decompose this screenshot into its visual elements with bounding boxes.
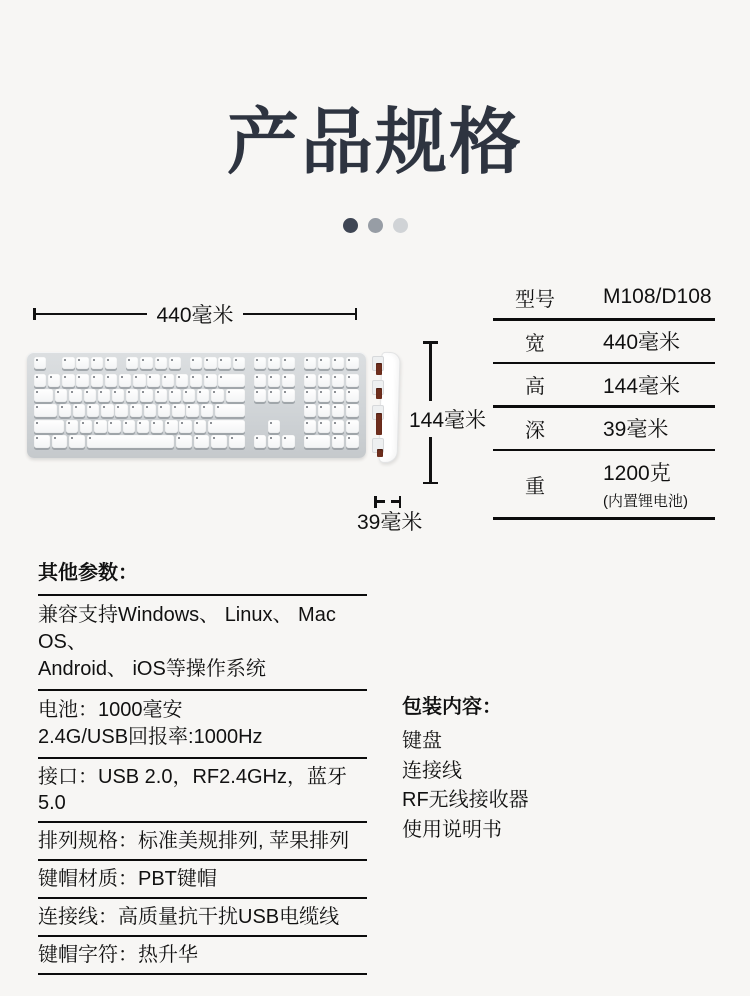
- keyboard-key: [318, 357, 330, 369]
- keyboard-key: [318, 420, 330, 433]
- spec-row-depth: [493, 408, 715, 449]
- keyboard-key: [346, 435, 358, 448]
- param-row-cable: [38, 899, 367, 937]
- keyboard-key: [229, 435, 245, 448]
- keyboard-key: [346, 374, 358, 387]
- keyboard-key: [151, 420, 163, 433]
- keyboard-key: [158, 404, 170, 417]
- keyboard-key: [62, 357, 74, 369]
- keyboard-key: [346, 389, 358, 402]
- keyboard-key: [346, 357, 358, 369]
- keyboard-key: [346, 420, 358, 433]
- keyboard-key: [176, 435, 192, 448]
- keyboard-key: [268, 357, 280, 369]
- keyboard-key: [87, 435, 174, 448]
- dimension-tick: [423, 482, 438, 485]
- package-contents: [402, 690, 642, 845]
- keyboard-top-view-image: [27, 352, 366, 458]
- dimension-line: [377, 500, 385, 503]
- keyboard-key: [34, 404, 57, 417]
- spec-value: [577, 457, 715, 511]
- side-switch: [376, 413, 382, 435]
- spec-label: 高: [525, 376, 545, 398]
- keyboard-key: [254, 357, 266, 369]
- keyboard-key: [304, 420, 316, 433]
- height-dimension-label: 144毫米: [407, 401, 488, 437]
- keyboard-key: [186, 404, 198, 417]
- keyboard-key: [304, 357, 316, 369]
- spec-value: 440毫米: [603, 331, 681, 354]
- package-contents-title: 包装内容：: [402, 696, 502, 718]
- param-row-interface: [38, 759, 367, 823]
- keyboard-key: [268, 389, 280, 402]
- spec-row-width: [493, 321, 715, 362]
- keyboard-key: [48, 374, 60, 387]
- keyboard-key: [332, 435, 344, 448]
- keyboard-key: [190, 374, 202, 387]
- side-switch: [376, 363, 382, 375]
- keyboard-key: [155, 357, 167, 369]
- param-text: 键帽材质：PBT键帽: [38, 868, 217, 890]
- keyboard-key: [137, 420, 149, 433]
- keyboard-key: [197, 389, 209, 402]
- spec-row-model: [493, 276, 715, 318]
- dimension-line: [243, 313, 355, 316]
- keyboard-key: [73, 404, 85, 417]
- param-text: Android、 iOS等操作系统: [38, 658, 266, 680]
- keyboard-key: [268, 420, 280, 433]
- package-item: RF无线接收器: [402, 789, 529, 811]
- keyboard-key: [254, 389, 266, 402]
- keyboard-key: [34, 420, 64, 433]
- keyboard-key: [218, 357, 230, 369]
- height-dimension-line: [409, 341, 487, 484]
- keyboard-key: [304, 389, 316, 402]
- param-row-battery: [38, 691, 367, 759]
- keyboard-key: [59, 404, 71, 417]
- keyboard-key: [194, 435, 210, 448]
- keyboard-key: [183, 389, 195, 402]
- keyboard-key: [126, 357, 138, 369]
- keyboard-key: [115, 404, 127, 417]
- param-row-keycap-material: [38, 861, 367, 899]
- keyboard-keys: [33, 352, 360, 458]
- keyboard-key: [123, 420, 135, 433]
- keyboard-key: [76, 374, 88, 387]
- keyboard-key: [332, 357, 344, 369]
- keyboard-key: [169, 389, 181, 402]
- keyboard-key: [126, 389, 138, 402]
- keyboard-key: [34, 357, 46, 369]
- keyboard-key: [211, 435, 227, 448]
- keyboard-key: [304, 404, 316, 417]
- keyboard-key: [91, 357, 103, 369]
- keyboard-key: [304, 374, 316, 387]
- keyboard-key: [55, 389, 67, 402]
- keyboard-key: [130, 404, 142, 417]
- package-item: 连接线: [402, 759, 462, 782]
- param-text: 2.4G/USB回报率:1000Hz: [38, 726, 263, 748]
- keyboard-key: [318, 374, 330, 387]
- dimension-line: [391, 500, 399, 503]
- keyboard-key: [133, 374, 145, 387]
- param-text: 连接线：高质量抗干扰USB电缆线: [38, 906, 340, 928]
- keyboard-key: [318, 389, 330, 402]
- keyboard-key: [165, 420, 177, 433]
- keyboard-key: [147, 374, 159, 387]
- carousel-dot: [393, 218, 408, 233]
- keyboard-key: [226, 389, 246, 402]
- depth-dimension-label: 39毫米: [357, 511, 423, 534]
- spec-label: 深: [525, 419, 545, 442]
- keyboard-key: [94, 420, 106, 433]
- spec-value: M108/D108: [603, 285, 712, 308]
- keyboard-side-view-image: [370, 350, 404, 464]
- keyboard-key: [34, 435, 50, 448]
- keyboard-key: [211, 389, 223, 402]
- param-row-compatibility: [38, 596, 367, 691]
- carousel-dot-active: [343, 218, 358, 233]
- keyboard-key: [119, 374, 131, 387]
- param-text: 接口：USB 2.0，RF2.4GHz，蓝牙5.0: [38, 766, 347, 814]
- spec-value: 39毫米: [603, 418, 669, 441]
- width-dimension-line: [33, 303, 357, 325]
- keyboard-key: [176, 374, 188, 387]
- other-params-table: [38, 556, 367, 975]
- keyboard-key: [208, 420, 245, 433]
- keyboard-key: [190, 357, 202, 369]
- param-text: 键帽字符：热升华: [38, 944, 198, 966]
- spec-row-weight: [493, 451, 715, 517]
- keyboard-key: [69, 389, 81, 402]
- keyboard-key: [233, 357, 245, 369]
- keyboard-key: [268, 374, 280, 387]
- keyboard-key: [282, 374, 294, 387]
- keyboard-key: [282, 435, 294, 448]
- param-text: 兼容支持Windows、 Linux、 Mac OS、: [38, 604, 336, 653]
- keyboard-key: [105, 374, 117, 387]
- spec-label: 型号: [515, 288, 555, 311]
- spec-value-note: (内置锂电池): [603, 493, 688, 510]
- keyboard-key: [98, 389, 110, 402]
- param-text: 电池：1000毫安: [38, 699, 183, 721]
- keyboard-key: [62, 374, 74, 387]
- keyboard-key: [304, 435, 331, 448]
- spec-value-main: 1200克: [603, 462, 671, 485]
- carousel-dots: [0, 218, 750, 233]
- keyboard-key: [140, 389, 152, 402]
- page-title: 产品规格: [226, 103, 523, 183]
- keyboard-key: [80, 420, 92, 433]
- keyboard-key: [204, 374, 216, 387]
- spec-value: 144毫米: [603, 374, 681, 398]
- keyboard-key: [52, 435, 68, 448]
- keyboard-key: [162, 374, 174, 387]
- keyboard-key: [172, 404, 184, 417]
- keyboard-key: [268, 435, 280, 448]
- keyboard-key: [87, 404, 99, 417]
- keyboard-key: [84, 389, 96, 402]
- keyboard-key: [34, 389, 54, 402]
- keyboard-key: [254, 435, 266, 448]
- keyboard-key: [346, 404, 358, 417]
- keyboard-key: [112, 389, 124, 402]
- keyboard-key: [332, 389, 344, 402]
- keyboard-key: [282, 389, 294, 402]
- spec-row-height: [493, 364, 715, 405]
- param-row-layout: [38, 823, 367, 861]
- keyboard-key: [101, 404, 113, 417]
- keyboard-key: [332, 420, 344, 433]
- keyboard-key: [332, 374, 344, 387]
- width-dimension-label: 440毫米: [156, 304, 234, 327]
- keyboard-key: [179, 420, 191, 433]
- package-item: 使用说明书: [402, 818, 502, 841]
- keyboard-key: [318, 404, 330, 417]
- other-params-title: 其他参数：: [38, 556, 367, 596]
- dimension-line: [36, 313, 148, 316]
- side-switch: [376, 388, 382, 399]
- keyboard-key: [66, 420, 78, 433]
- keyboard-key: [76, 357, 88, 369]
- keyboard-key: [140, 357, 152, 369]
- keyboard-key: [215, 404, 245, 417]
- keyboard-key: [69, 435, 85, 448]
- keyboard-key: [144, 404, 156, 417]
- package-item: 键盘: [402, 730, 442, 752]
- keyboard-key: [204, 357, 216, 369]
- keyboard-key: [108, 420, 120, 433]
- keyboard-key: [201, 404, 213, 417]
- spec-label: 重: [525, 475, 545, 498]
- param-text: 排列规格：标准美规排列, 苹果排列: [38, 830, 350, 852]
- carousel-dot: [368, 218, 383, 233]
- keyboard-key: [194, 420, 206, 433]
- spec-label: 宽: [525, 332, 545, 355]
- keyboard-key: [155, 389, 167, 402]
- keyboard-key: [105, 357, 117, 369]
- keyboard-key: [254, 374, 266, 387]
- keyboard-key: [34, 374, 46, 387]
- keyboard-key: [282, 357, 294, 369]
- keyboard-key: [169, 357, 181, 369]
- dimension-tick: [355, 308, 358, 320]
- keyboard-key: [91, 374, 103, 387]
- keyboard-key: [332, 404, 344, 417]
- side-switch: [377, 449, 383, 457]
- param-row-legends: [38, 937, 367, 975]
- keyboard-key: [218, 374, 245, 387]
- divider: [493, 517, 715, 520]
- spec-table: [493, 276, 715, 520]
